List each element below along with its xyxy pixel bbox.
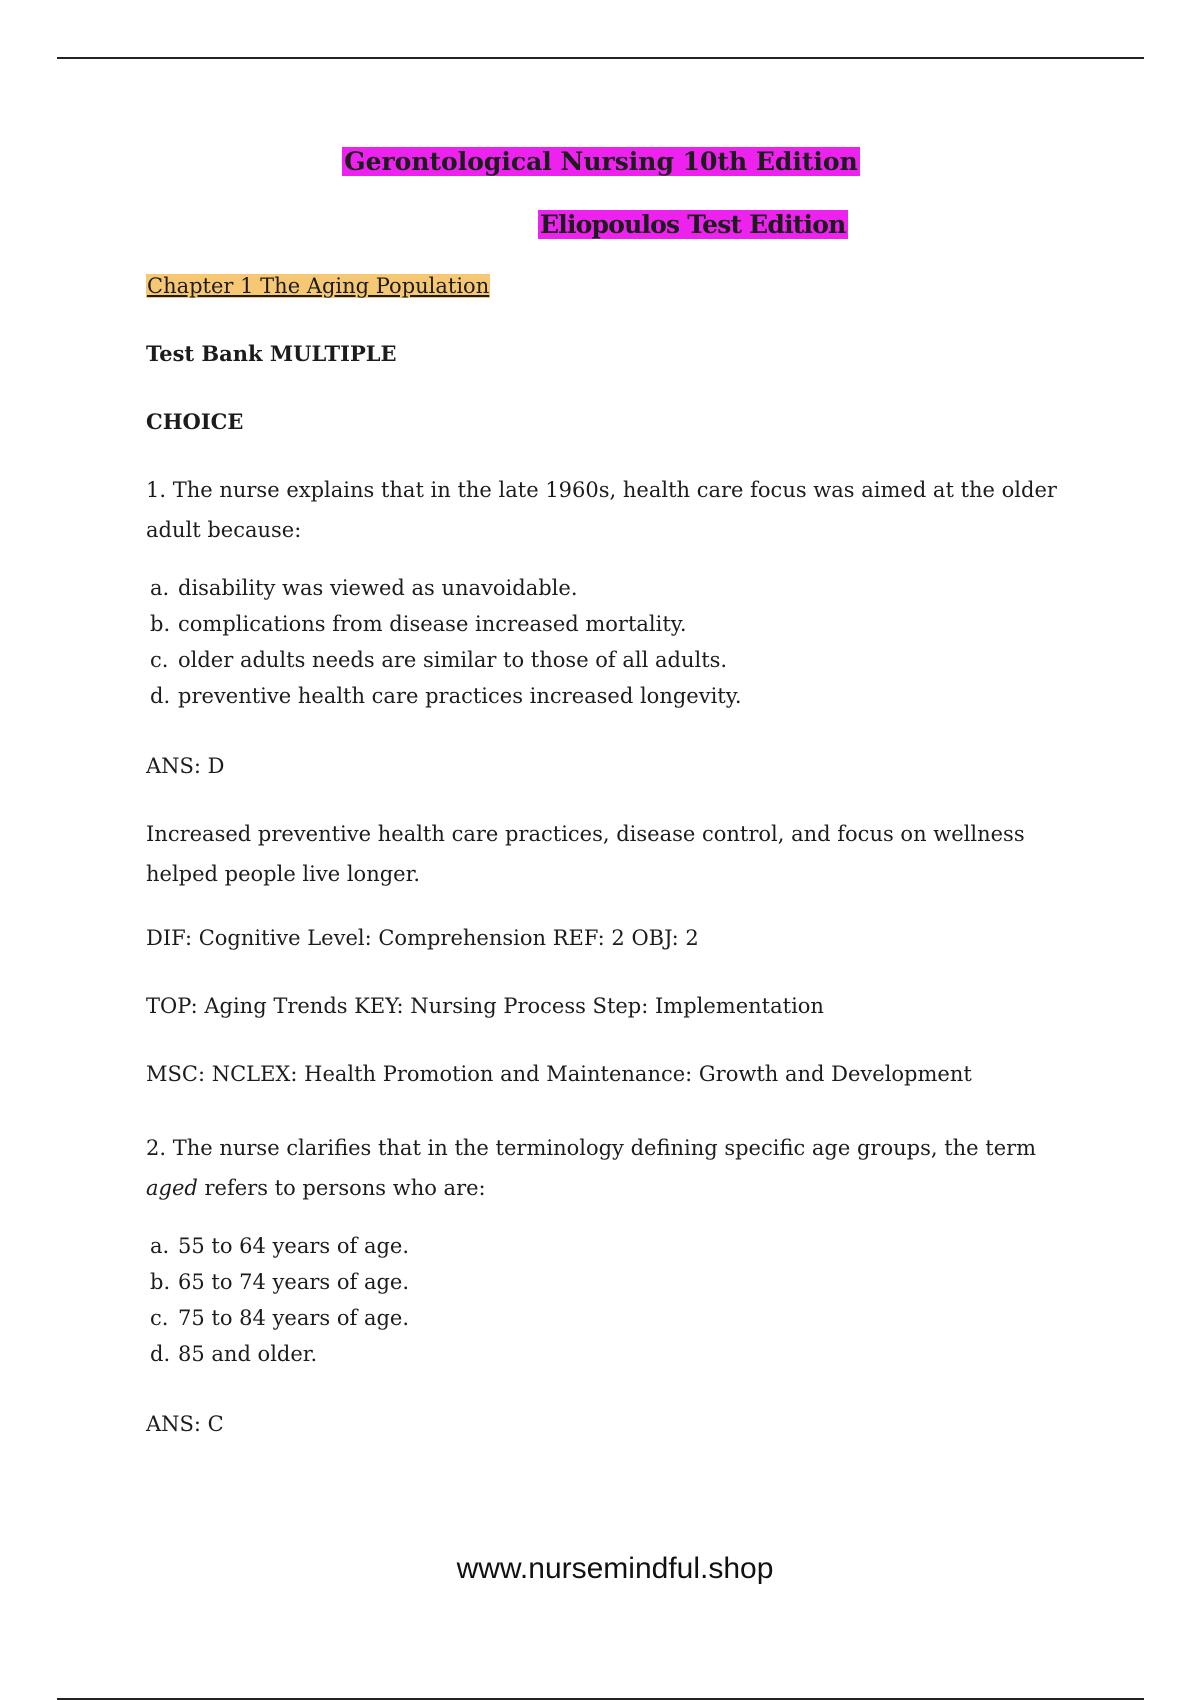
choice-item: a. disability was viewed as unavoidable.	[150, 576, 578, 600]
section-heading-test-bank: Test Bank MULTIPLE	[146, 341, 397, 366]
question-1-msc: MSC: NCLEX: Health Promotion and Maintenance: Growth and Development	[146, 1062, 972, 1086]
choice-item: b. complications from disease increased mortality.	[150, 612, 687, 636]
question-2-answer: ANS: C	[146, 1412, 224, 1436]
question-1-stem: 1. The nurse explains that in the late 1960s, health care focus was aimed at the older adult because:	[146, 478, 1057, 542]
footer-website-link[interactable]: www.nursemindful.shop	[456, 1552, 774, 1585]
choice-item: c. older adults needs are similar to those of all adults.	[150, 648, 728, 672]
choice-item: c. 75 to 84 years of age.	[150, 1306, 410, 1330]
choice-item: d. 85 and older.	[150, 1342, 318, 1366]
document-page	[146, 140, 1086, 1444]
choice-item: d. preventive health care practices increased longevity.	[150, 684, 742, 708]
top-rule	[57, 57, 1144, 59]
section-heading-choice: CHOICE	[146, 409, 244, 434]
question-2-choices	[150, 1228, 1086, 1372]
choice-item: b. 65 to 74 years of age.	[150, 1270, 410, 1294]
question-1-top: TOP: Aging Trends KEY: Nursing Process Step: Implementation	[146, 994, 824, 1018]
document-subtitle: Eliopoulos Test Edition	[540, 210, 846, 239]
chapter-heading[interactable]: Chapter 1 The Aging Population	[147, 274, 490, 298]
question-1-rationale: Increased preventive health care practices, disease control, and focus on wellness helped people live longer.	[146, 822, 1025, 886]
question-1-dif: DIF: Cognitive Level: Comprehension REF: 2 OBJ: 2	[146, 926, 699, 950]
document-title: Gerontological Nursing 10th Edition	[344, 147, 858, 176]
question-1-answer: ANS: D	[146, 754, 225, 778]
question-2-stem: 2. The nurse clarifies that in the terminology defining specific age groups, the term aged refers to persons who are:	[146, 1136, 1037, 1200]
choice-item: a. 55 to 64 years of age.	[150, 1234, 410, 1258]
question-1-choices	[150, 570, 1086, 714]
